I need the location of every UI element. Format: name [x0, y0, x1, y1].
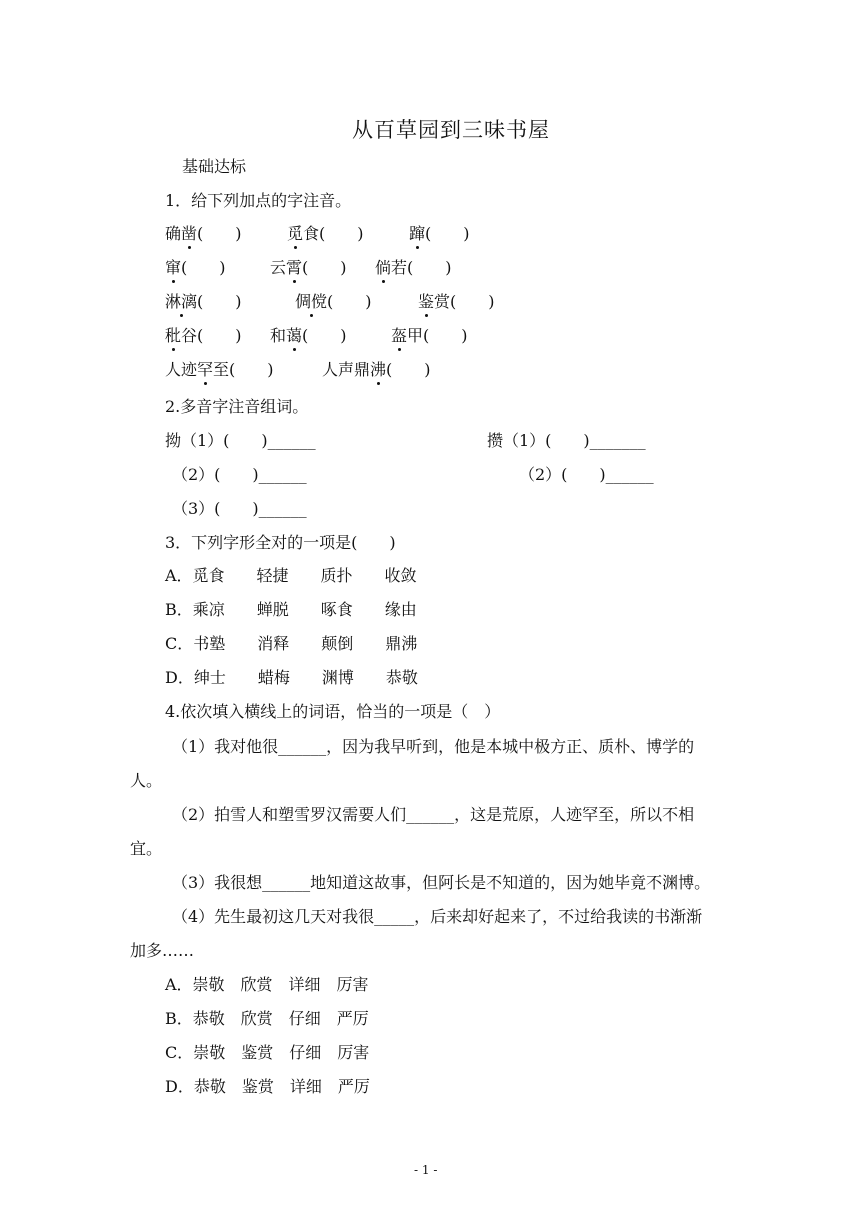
q1-item: 觅食( ): [287, 224, 364, 243]
q4-stem: 4.依次填入横线上的词语，恰当的一项是（ ）: [165, 702, 501, 721]
page-number: - 1 -: [414, 1163, 438, 1177]
q1-item: 确凿( ): [165, 224, 242, 243]
q3-option-a: A．觅食 轻捷 质扑 收敛: [165, 566, 417, 585]
q1-item: 倘若( ): [375, 258, 452, 277]
q1-item: 秕谷( ): [165, 326, 242, 345]
q1-item: 人声鼎沸( ): [322, 360, 431, 379]
page-title: 从百草园到三味书屋: [352, 118, 550, 142]
q4-sentence-4: （4）先生最初这几天对我很_____，后来却好起来了，不过给我读的书渐渐: [172, 907, 703, 926]
q2-stem: 2.多音字注音组词。: [165, 397, 309, 416]
q4-option-d: D．恭敬 鉴赏 详细 严厉: [165, 1077, 370, 1096]
q3-option-b: B．乘凉 蝉脱 啄食 缘由: [165, 600, 417, 619]
q2-right-line: （2）( )______: [519, 465, 654, 484]
q3-option-d: D．绅士 蜡梅 渊博 恭敬: [165, 668, 418, 687]
q1-item: 盔甲( ): [391, 326, 468, 345]
q4-sentence-2-cont: 宜。: [130, 839, 163, 858]
q1-item: 鉴赏( ): [418, 292, 495, 311]
q4-option-c: C．崇敬 鉴赏 仔细 厉害: [165, 1043, 370, 1062]
q3-option-c: C．书塾 消释 颠倒 鼎沸: [165, 634, 418, 653]
q1-item: 倜傥( ): [295, 292, 372, 311]
q4-sentence-1-cont: 人。: [130, 771, 163, 790]
q2-left-line: 拗（1）( )______: [165, 431, 316, 450]
q1-item: 窜( ): [165, 258, 226, 277]
q2-left-line: （3）( )______: [172, 499, 307, 518]
q1-stem: 1．给下列加点的字注音。: [165, 191, 352, 210]
q2-left-line: （2）( )______: [172, 465, 307, 484]
q1-item: 和蔼( ): [270, 326, 347, 345]
q1-item: 人迹罕至( ): [165, 360, 274, 379]
q2-right-line: 攒（1）( )_______: [487, 431, 646, 450]
q1-item: 淋漓( ): [165, 292, 242, 311]
section-heading: 基础达标: [182, 157, 247, 176]
q4-sentence-1: （1）我对他很______，因为我早听到，他是本城中极方正、质朴、博学的: [172, 737, 695, 756]
q4-sentence-4-cont: 加多……: [130, 941, 195, 960]
q3-stem: 3．下列字形全对的一项是( ): [165, 533, 396, 552]
q4-option-b: B．恭敬 欣赏 仔细 严厉: [165, 1009, 369, 1028]
q4-option-a: A．崇敬 欣赏 详细 厉害: [165, 975, 369, 994]
q1-item: 云霄( ): [270, 258, 347, 277]
q4-sentence-2: （2）拍雪人和塑雪罗汉需要人们______，这是荒原，人迹罕至，所以不相: [172, 805, 695, 824]
q1-item: 蹿( ): [409, 224, 470, 243]
q4-sentence-3: （3）我很想______地知道这故事，但阿长是不知道的，因为她毕竟不渊博。: [172, 873, 711, 892]
